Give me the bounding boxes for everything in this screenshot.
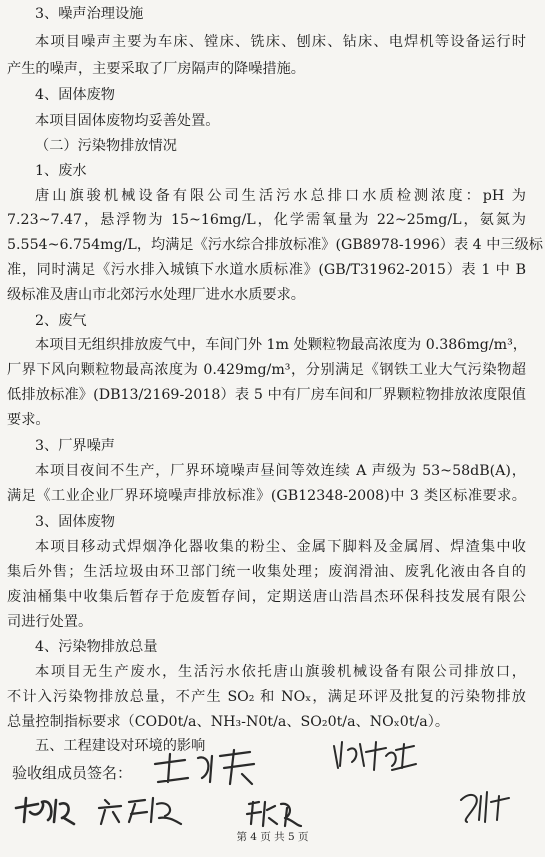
paragraph-line: 级标准及唐山市北郊污水处理厂进水水质要求。 (7, 287, 305, 303)
page-footer: 第 4 页 共 5 页 (236, 831, 309, 843)
handwritten-signature-4 (95, 792, 185, 828)
paragraph-line: 不计入污染物排放总量，不产生 SO₂ 和 NOₓ，满足环评及批复的污染物排放 (7, 689, 526, 705)
section-heading-solid-waste: 4、固体废物 (35, 87, 115, 103)
handwritten-signature-1 (150, 748, 260, 788)
section-heading-wastewater: 1、废水 (35, 163, 87, 179)
paragraph-line: 本项目移动式焊烟净化器收集的粉尘、金属下脚料及金属屑、焊渣集中收 (35, 539, 526, 555)
handwritten-signature-3 (12, 792, 82, 828)
paragraph-line: 准，同时满足《污水排入城镇下水道水质标准》(GB/T31962-2015）表 1 中 B (7, 262, 526, 278)
paragraph-line: 本项目固体废物均妥善处置。 (35, 113, 220, 129)
paragraph-line: 司进行处置。 (7, 614, 93, 630)
handwritten-signature-5 (245, 796, 305, 830)
section-heading-noise-control: 3、噪声治理设施 (35, 6, 144, 22)
section-heading-solid-waste-2: 3、固体废物 (35, 514, 115, 530)
section-heading-pollutant-emissions: （二）污染物排放情况 (35, 138, 177, 154)
paragraph-line: 厂界下风向颗粒物最高浓度为 0.429mg/m³，分别满足《钢铁工业大气污染物超 (7, 362, 526, 378)
signature-label: 验收组成员签名： (12, 764, 133, 782)
paragraph-line: 废油桶集中收集后暂存于危废暂存间，定期送唐山浩昌杰环保科技发展有限公 (7, 589, 526, 605)
paragraph-line: 本项目噪声主要为车床、镗床、铣床、刨床、钻床、电焊机等设备运行时 (35, 34, 526, 50)
handwritten-signature-2 (330, 736, 420, 776)
paragraph-line: 7.23~7.47，悬浮物为 15~16mg/L，化学需氧量为 22~25mg/L，氨氮为 (7, 212, 526, 228)
section-heading-total-emissions: 4、污染物排放总量 (35, 639, 158, 655)
section-heading-boundary-noise: 3、厂界噪声 (35, 438, 115, 454)
paragraph-line: 产生的噪声，主要采取了厂房隔声的降噪措施。 (7, 61, 305, 77)
paragraph-line: 本项目无生产废水，生活污水依托唐山旗骏机械设备有限公司排放口， (35, 664, 526, 680)
paragraph-line: 总量控制指标要求（COD0t/a、NH₃-N0t/a、SO₂0t/a、NOₓ0t/a）。 (7, 714, 450, 730)
paragraph-line: 满足《工业企业厂界环境噪声排放标准》(GB12348-2008)中 3 类区标准要求。 (7, 488, 526, 504)
paragraph-line: 5.554~6.754mg/L，均满足《污水综合排放标准》(GB8978-1996）表 4 中三级标 (7, 237, 543, 253)
paragraph-line: 本项目夜间不生产，厂界环境噪声昼间等效连续 A 声级为 53~58dB(A)， (35, 463, 526, 479)
paragraph-line: 要求。 (7, 412, 50, 428)
handwritten-signature-6 (455, 786, 515, 826)
paragraph-line: 低排放标准》(DB13/2169-2018）表 5 中有厂房车间和厂界颗粒物排放浓度限值 (7, 387, 526, 403)
section-heading-exhaust-gas: 2、废气 (35, 313, 87, 329)
paragraph-line: 唐山旗骏机械设备有限公司生活污水总排口水质检测浓度：pH 为 (35, 188, 526, 204)
paragraph-line: 本项目无组织排放废气中，车间门外 1m 处颗粒物最高浓度为 0.386mg/m³， (35, 337, 527, 353)
section-heading-environmental-impact: 五、工程建设对环境的影响 (35, 738, 206, 754)
paragraph-line: 集后外售；生活垃圾由环卫部门统一收集处理；废润滑油、废乳化液由各自的 (7, 564, 526, 580)
